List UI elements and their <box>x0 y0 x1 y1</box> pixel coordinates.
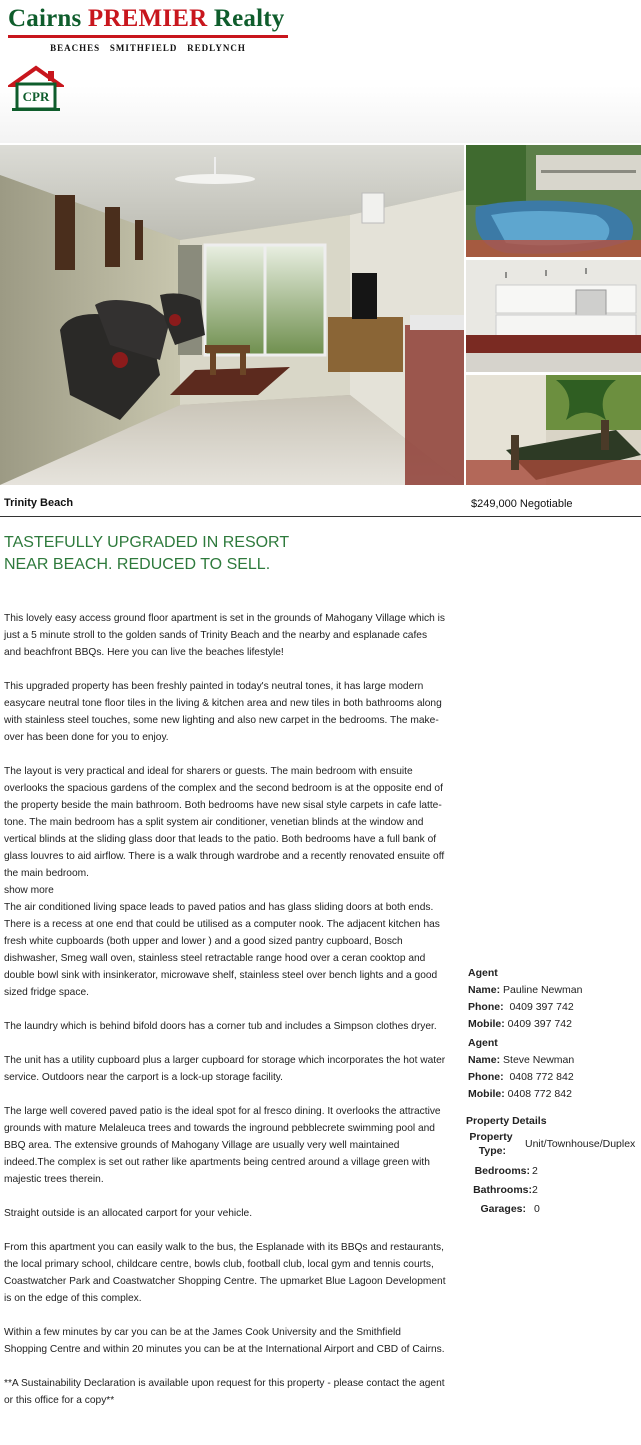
description-paragraph: This upgraded property has been freshly painted in today's neutral tones, it has large modern easycare neutral tone floor tiles in the living & kitchen area and new tiles in both bathrooms along with stainless steel touches, some new lighting and also new carpet in the bedrooms. The make-over has been done for you to enjoy. <box>4 681 442 743</box>
garages-row <box>466 1203 641 1222</box>
brand-name-part1: Cairns <box>8 5 82 32</box>
agent-mobile[interactable]: 0408 772 842 <box>507 1088 572 1100</box>
bathrooms-value: 2 <box>532 1184 538 1196</box>
agent-name-row <box>468 1052 574 1069</box>
brand-name-part2: PREMIER <box>87 5 208 32</box>
garages-value: 0 <box>534 1203 540 1215</box>
agent-mobile[interactable]: 0409 397 742 <box>507 1018 572 1030</box>
headline-line-2: NEAR BEACH. REDUCED TO SELL. <box>4 556 271 573</box>
agent-heading: Agent <box>468 1037 498 1049</box>
property-details-heading: Property Details <box>466 1115 547 1127</box>
bathrooms-row <box>466 1184 641 1203</box>
property-type-value: Unit/Townhouse/Duplex <box>525 1138 636 1150</box>
property-type-row <box>466 1131 641 1165</box>
description-paragraph: The laundry which is behind bifold doors has a corner tub and includes a Simpson clothes dryer. <box>4 1021 437 1032</box>
brand-suburbs: BEACHES SMITHFIELD REDLYNCH <box>50 43 246 53</box>
description-paragraph: This lovely easy access ground floor apartment is set in the grounds of Mahogany Village which is just a 5 minute stroll to the golden sands of Trinity Beach and the nearby and esplanade cafes and beachfront BBQs. Here you can live the beaches lifestyle! <box>4 613 445 658</box>
description-paragraph: The air conditioned living space leads to paved patios and has glass sliding doors at both ends. There is a recess at one end that could be utilised as a computer nook. The adjacent kitchen has fresh white cupboards (both upper and lower ) and a good sized pantry cupboard, Bosch dishwasher, Smeg wall oven, stainless steel retractable range hood over a ceran cooktop and double bowl sink with insinkerator, microwave shelf, stainless steel over bench lights and a good sized fridge space. <box>4 902 440 998</box>
brand-logo[interactable] <box>8 4 290 53</box>
agent-mobile-row <box>468 1016 582 1033</box>
bedrooms-label: Bedrooms: <box>474 1165 530 1177</box>
description-paragraph: The large well covered paved patio is the ideal spot for al fresco dining. It overlooks the attractive grounds with mature Melaleuca trees and towards the inground pebblecrete swimming pool and BBQ area. The extensive grounds of Mahogany Village are usually very well maintained indeed.The complex is set out rather like apartments being centred around a village green with majestic trees therein. <box>4 1106 441 1185</box>
description-paragraph: Straight outside is an allocated carport for your vehicle. <box>4 1208 253 1219</box>
bedrooms-value: 2 <box>532 1165 538 1177</box>
agent-phone-label: Phone: <box>468 1001 504 1013</box>
agent-name-label: Name: <box>468 1054 501 1066</box>
agent-mobile-row <box>468 1086 574 1103</box>
agent-phone-label: Phone: <box>468 1071 504 1083</box>
show-more-link[interactable]: show more <box>4 885 54 896</box>
agent-name-label: Name: <box>468 984 501 996</box>
house-logo-icon <box>8 65 64 113</box>
agent-heading: Agent <box>468 967 498 979</box>
info-divider <box>0 516 641 517</box>
garages-label: Garages: <box>480 1203 526 1215</box>
thumb-photo-kitchen[interactable] <box>466 260 641 372</box>
property-details <box>466 1115 641 1222</box>
listing-headline <box>4 532 324 576</box>
agent-name: Steve Newman <box>503 1054 575 1066</box>
agent-phone-row <box>468 1069 574 1086</box>
agent-card-pauline <box>468 965 582 1033</box>
brand-rule <box>8 35 288 38</box>
thumb-photo-pool[interactable] <box>466 145 641 257</box>
listing-location: Trinity Beach <box>4 497 74 509</box>
agent-mobile-label: Mobile: <box>468 1018 505 1030</box>
logo-initials: CPR <box>22 89 50 104</box>
description-paragraph: From this apartment you can easily walk to the bus, the Esplanade with its BBQs and restaurants, the local primary school, childcare centre, bowls club, football club, local gym and tennis courts, Coastwatcher Park and Coastwatcher Shopping Centre. The upmarket Blue Lagoon Development is on the edge of this complex. <box>4 1242 446 1304</box>
listing-description <box>4 610 446 1426</box>
agent-name: Pauline Newman <box>503 984 583 996</box>
brand-name <box>8 4 290 34</box>
property-type-label-1: Property <box>469 1131 513 1143</box>
brand-name-part3: Realty <box>213 5 285 32</box>
agent-phone[interactable]: 0408 772 842 <box>509 1071 574 1083</box>
agent-phone-row <box>468 999 582 1016</box>
headline-line-1: TASTEFULLY UPGRADED IN RESORT <box>4 534 290 551</box>
listing-price: $249,000 Negotiable <box>471 498 573 510</box>
main-photo-living-room[interactable] <box>0 145 464 485</box>
description-paragraph: The layout is very practical and ideal for sharers or guests. The main bedroom with ensuite overlooks the spacious gardens of the complex and the second bedroom is at the opposite end of the property beside the main bathroom. Both bedrooms have new sisal style carpets in cafe latte-tone. The main bedroom has a split system air conditioner, venetian blinds at the window and vertical blinds at the sliding glass door that leads to the patio. Both bedrooms have a full bank of glass louvres to aid airflow. There is a walk through wardrobe and a recently renovated ensuite off the main bedroom. <box>4 766 445 879</box>
property-type-label-2: Type: <box>478 1145 506 1157</box>
thumb-photo-patio[interactable] <box>466 375 641 485</box>
agent-card-steve <box>468 1035 574 1103</box>
bathrooms-label: Bathrooms: <box>473 1184 532 1196</box>
agent-phone[interactable]: 0409 397 742 <box>509 1001 574 1013</box>
description-paragraph: Within a few minutes by car you can be at the James Cook University and the Smithfield Shopping Centre and within 20 minutes you can be at the International Airport and CBD of Cairns. <box>4 1327 445 1355</box>
agent-name-row <box>468 982 582 999</box>
agent-mobile-label: Mobile: <box>468 1088 505 1100</box>
description-paragraph: **A Sustainability Declaration is available upon request for this property - please contact the agent or this office for a copy** <box>4 1378 445 1406</box>
site-header <box>0 0 641 143</box>
description-paragraph: The unit has a utility cupboard plus a larger cupboard for storage which incorporates the hot water service. Outdoors near the carport is a lock-up storage facility. <box>4 1055 446 1083</box>
bedrooms-row <box>466 1165 641 1184</box>
